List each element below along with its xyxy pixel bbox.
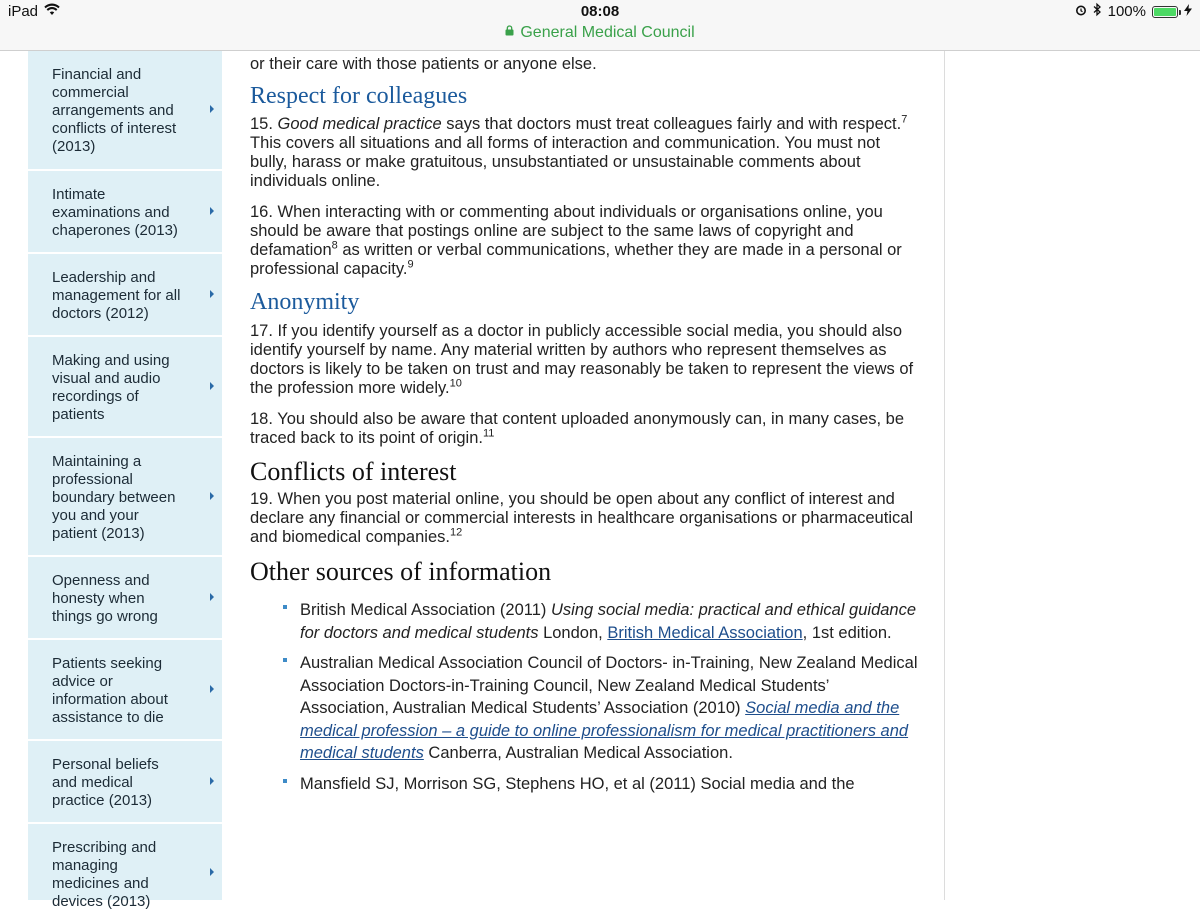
status-bar <box>0 0 1200 24</box>
sidebar-item-recordings[interactable] <box>28 337 222 438</box>
sidebar-item-label: Patients seeking advice or information about assistance to die <box>52 655 168 726</box>
sidebar-item-label: Financial and commercial arrangements and conflicts of interest (2013) <box>52 66 177 155</box>
heading-other-sources: Other sources of information <box>250 557 552 586</box>
address-bar[interactable] <box>0 24 1200 51</box>
chevron-right-icon <box>210 105 214 113</box>
heading-anonymity: Anonymity <box>250 289 360 315</box>
list-item <box>250 652 918 765</box>
reference-text: London, <box>543 623 603 642</box>
sidebar-item-label: Making and using visual and audio recordings of patients <box>52 352 170 423</box>
heading-conflicts-of-interest: Conflicts of interest <box>250 457 457 486</box>
paragraph-17 <box>250 322 918 398</box>
footnote-ref[interactable]: 11 <box>482 427 495 440</box>
heading-respect-for-colleagues: Respect for colleagues <box>250 83 468 109</box>
paragraph-text: says that doctors must treat colleagues fairly and with respect. <box>446 115 902 133</box>
paragraph-text: 18. You should also be aware that content uploaded anonymously can, in many cases, be traced back to its point of origin. <box>250 410 905 447</box>
sidebar-item-prescribing[interactable] <box>28 824 222 924</box>
sidebar-item-intimate-examinations[interactable] <box>28 171 222 254</box>
reference-link[interactable]: British Medical Association <box>607 623 803 642</box>
sidebar-item-label: Leadership and management for all doctors (2012) <box>52 269 181 322</box>
reference-link[interactable]: Social media and the medical profession – a guide to online professionalism for medical practitioners and medical students <box>300 699 909 762</box>
reference-text: British Medical Association (2011) <box>300 601 547 619</box>
bullet-icon <box>283 779 287 783</box>
footnote-ref[interactable]: 7 <box>901 113 908 126</box>
bullet-icon <box>283 605 287 609</box>
footnote-ref[interactable]: 8 <box>331 239 338 252</box>
paragraph-text: 16. When interacting with or commenting about individuals or organisations online, you should be aware that postings online are subject to the same laws of copyright and defamation <box>250 203 883 259</box>
list-item <box>250 599 918 644</box>
bluetooth-icon <box>1093 3 1102 20</box>
chevron-right-icon <box>210 868 214 876</box>
lock-icon <box>505 24 514 42</box>
paragraph-19 <box>250 490 918 547</box>
sidebar-item-personal-beliefs[interactable] <box>28 741 222 824</box>
chevron-right-icon <box>210 593 214 601</box>
reference-text: Australian Medical Association Council of Doctors- in-Training, New Zealand Medical Association Doctors-in-Training Council, New Zealand Medical Students’ Association, Australian Medical Students’ Association (2010) <box>300 654 918 717</box>
column-divider <box>944 51 945 900</box>
sidebar-item-leadership[interactable] <box>28 254 222 337</box>
sidebar-item-financial-arrangements[interactable] <box>28 51 222 171</box>
bullet-icon <box>283 658 287 662</box>
site-title: General Medical Council <box>520 24 695 41</box>
charging-icon <box>1184 3 1192 20</box>
paragraph-text: 19. When you post material online, you should be open about any conflict of interest and declare any financial or commercial interests in healthcare organisations or pharmaceutical and biomedical companies. <box>250 490 914 546</box>
chevron-right-icon <box>210 382 214 390</box>
sidebar-item-label: Openness and honesty when things go wrong <box>52 572 158 625</box>
intro-tail: or their care with those patients or anyone else. <box>250 55 597 73</box>
sidebar-item-label: Prescribing and managing medicines and devices (2013) <box>52 839 157 910</box>
reference-text: , 1st edition. <box>802 623 892 642</box>
sidebar-nav <box>28 51 222 910</box>
clock: 08:08 <box>580 3 620 20</box>
battery-percent: 100% <box>1107 3 1146 20</box>
paragraph-number: 15. <box>250 115 273 133</box>
alarm-icon <box>1075 3 1087 20</box>
chevron-right-icon <box>210 290 214 298</box>
paragraph-text: 17. If you identify yourself as a doctor in publicly accessible social media, you should also identify yourself by name. Any material written by authors who represent themselves as doctors is likely to be taken on trust and may reasonably be taken to represent the views of the profession more widely. <box>250 322 914 397</box>
footnote-ref[interactable]: 10 <box>449 377 462 390</box>
footnote-ref[interactable]: 12 <box>449 526 463 539</box>
chevron-right-icon <box>210 492 214 500</box>
chevron-right-icon <box>210 685 214 693</box>
chevron-right-icon <box>210 207 214 215</box>
article-content <box>250 51 918 900</box>
sidebar-item-label: Intimate examinations and chaperones (2013) <box>52 186 178 239</box>
device-name: iPad <box>8 3 39 20</box>
paragraph-text: as written or verbal communications, whether they are made in a personal or professional capacity. <box>250 241 902 278</box>
footnote-ref[interactable]: 9 <box>407 258 414 271</box>
list-item <box>250 773 918 796</box>
paragraph-18 <box>250 410 918 448</box>
battery-icon <box>1152 6 1178 18</box>
sidebar-item-label: Personal beliefs and medical practice (2013) <box>52 756 159 809</box>
paragraph-16 <box>250 203 918 279</box>
reference-list <box>250 599 918 795</box>
sidebar-item-label: Maintaining a professional boundary between you and your patient (2013) <box>52 453 176 542</box>
paragraph-15 <box>250 115 918 191</box>
paragraph-text: This covers all situations and all forms of interaction and communication. You must not bully, harass or make gratuitous, unsubstantiated or unsustainable comments about individuals online. <box>250 134 881 190</box>
sidebar-item-assistance-to-die[interactable] <box>28 640 222 741</box>
status-bar-right <box>1075 3 1192 20</box>
sidebar-item-professional-boundary[interactable] <box>28 438 222 557</box>
publication-title: Good medical practice <box>277 115 442 133</box>
chevron-right-icon <box>210 777 214 785</box>
sidebar-item-openness-honesty[interactable] <box>28 557 222 640</box>
reference-text: Mansfield SJ, Morrison SG, Stephens HO, et al (2011) Social media and the <box>300 774 855 793</box>
reference-title: Using social media: practical and ethical guidance for doctors and medical students <box>300 601 917 642</box>
reference-text: Canberra, Australian Medical Association. <box>428 744 733 762</box>
